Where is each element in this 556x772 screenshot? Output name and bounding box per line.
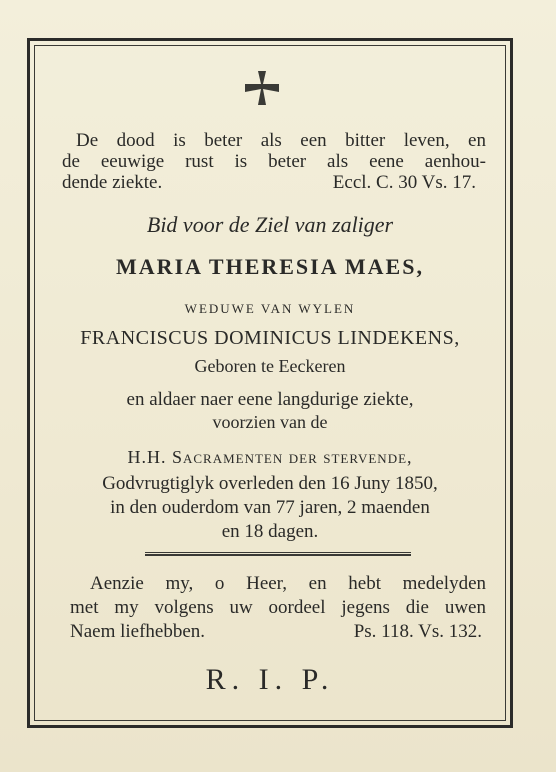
age-line-1: in den ouderdom van 77 jaren, 2 maenden bbox=[110, 497, 430, 518]
divider-rule bbox=[145, 552, 411, 556]
death-line: Godvrugtiglyk overleden den 16 Juny 1850, bbox=[102, 473, 438, 494]
husband-name: FRANCISCUS DOMINICUS LINDEKENS, bbox=[80, 327, 460, 349]
psalm-citation: Ps. 118. Vs. 132. bbox=[353, 621, 482, 642]
quote-line-2: de eeuwige rust is beter als eene aenhou- bbox=[62, 151, 486, 172]
prayer-heading: Bid voor de Ziel van zaliger bbox=[146, 212, 394, 237]
quote-line-3 bbox=[62, 172, 476, 194]
sacraments-line: H.H. Sacramenten der stervende, bbox=[127, 447, 413, 467]
psalm-line-3-left: Naem liefhebben. bbox=[70, 621, 206, 642]
age-line-2: en 18 dagen. bbox=[221, 521, 319, 542]
quote-citation: Eccl. C. 30 Vs. 17. bbox=[332, 172, 476, 193]
psalm-line-1: Aenzie my, o Heer, en hebt medelyden bbox=[90, 573, 486, 594]
deceased-name: MARIA THERESIA MAES, bbox=[116, 254, 424, 279]
psalm-line-3 bbox=[70, 621, 482, 643]
provided-line: voorzien van de bbox=[212, 412, 328, 432]
rip-inscription: R. I. P. bbox=[205, 663, 335, 696]
psalm-line-2: met my volgens uw oordeel jegens die uwen bbox=[70, 597, 486, 618]
widow-of: WEDUWE VAN WYLEN bbox=[184, 301, 356, 316]
born-line: Geboren te Eeckeren bbox=[194, 356, 346, 376]
illness-line: en aldaer naer eene langdurige ziekte, bbox=[126, 389, 414, 410]
quote-line-3-left: dende ziekte. bbox=[62, 172, 163, 193]
cross-icon bbox=[244, 70, 280, 106]
quote-line-1: De dood is beter als een bitter leven, en bbox=[76, 130, 486, 151]
